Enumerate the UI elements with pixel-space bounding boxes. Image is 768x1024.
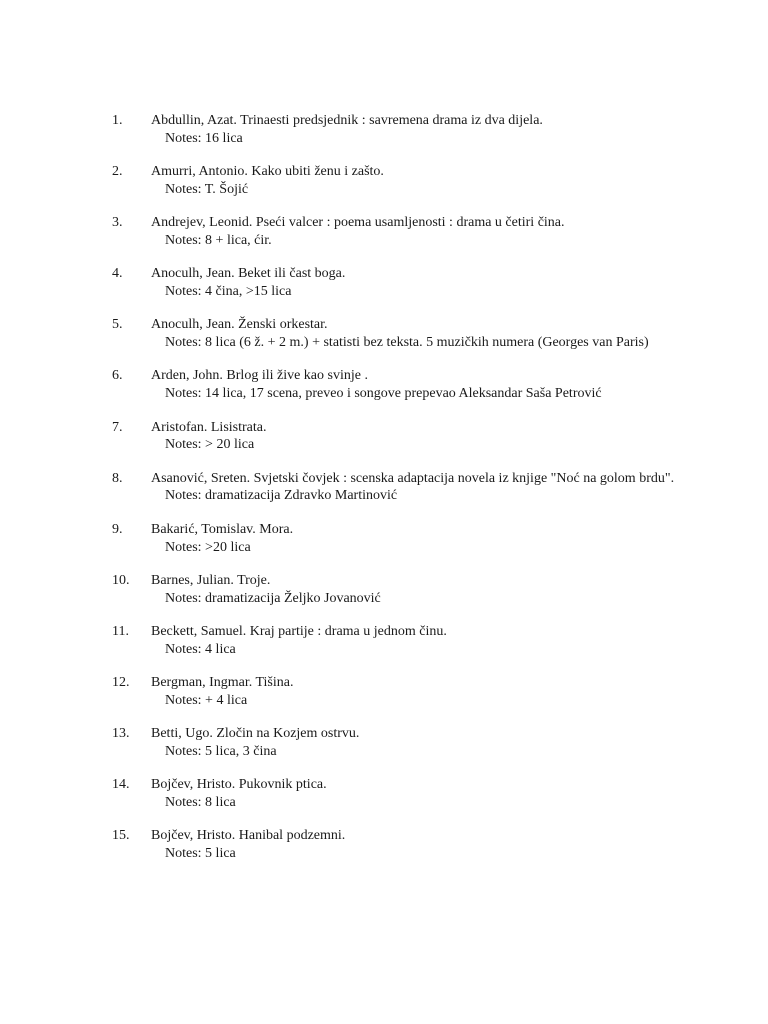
entry-number: 7. bbox=[112, 419, 123, 435]
list-item bbox=[112, 572, 682, 608]
entry-number: 12. bbox=[112, 675, 130, 691]
entry-title: Aristofan. Lisistrata. bbox=[151, 419, 267, 435]
list-item bbox=[112, 674, 682, 710]
list-item bbox=[112, 470, 682, 506]
entry-notes: Notes: dramatizacija Željko Jovanović bbox=[165, 590, 381, 606]
list-item bbox=[112, 163, 682, 199]
entry-notes: Notes: >20 lica bbox=[165, 539, 251, 555]
list-item bbox=[112, 214, 682, 250]
entry-number: 15. bbox=[112, 828, 130, 844]
entry-title: Bergman, Ingmar. Tišina. bbox=[151, 675, 294, 691]
entry-notes: Notes: 5 lica, 3 čina bbox=[165, 743, 277, 759]
entry-title: Barnes, Julian. Troje. bbox=[151, 572, 271, 588]
entry-notes: Notes: 8 lica bbox=[165, 795, 236, 811]
entry-title: Betti, Ugo. Zločin na Kozjem ostrvu. bbox=[151, 726, 360, 742]
list-item bbox=[112, 419, 682, 455]
entry-notes: Notes: + 4 lica bbox=[165, 692, 248, 708]
entry-number: 9. bbox=[112, 521, 123, 537]
entry-number: 2. bbox=[112, 164, 123, 180]
list-item bbox=[112, 776, 682, 812]
list-item bbox=[112, 367, 682, 403]
entry-notes: Notes: dramatizacija Zdravko Martinović bbox=[165, 488, 398, 504]
entry-title: Arden, John. Brlog ili žive kao svinje . bbox=[151, 368, 368, 384]
entry-notes: Notes: 8 lica (6 ž. + 2 m.) + statisti bez teksta. 5 muzičkih numera (Georges van Paris) bbox=[165, 335, 649, 351]
bibliography-list bbox=[112, 112, 682, 878]
entry-number: 5. bbox=[112, 317, 123, 333]
entry-title: Bojčev, Hristo. Hanibal podzemni. bbox=[151, 828, 346, 844]
entry-title: Amurri, Antonio. Kako ubiti ženu i zašto. bbox=[151, 164, 384, 180]
entry-title: Abdullin, Azat. Trinaesti predsjednik : savremena drama iz dva dijela. bbox=[151, 113, 543, 128]
entry-number: 3. bbox=[112, 215, 123, 231]
entry-title: Anoculh, Jean. Ženski orkestar. bbox=[151, 317, 328, 333]
entry-number: 6. bbox=[112, 368, 123, 384]
entry-notes: Notes: 4 lica bbox=[165, 641, 236, 657]
entry-title: Bojčev, Hristo. Pukovnik ptica. bbox=[151, 777, 327, 793]
entry-notes: Notes: 14 lica, 17 scena, preveo i songove prepevao Aleksandar Saša Petrović bbox=[165, 386, 602, 402]
entry-title: Bakarić, Tomislav. Mora. bbox=[151, 521, 294, 537]
entry-notes: Notes: 16 lica bbox=[165, 130, 243, 146]
entry-notes: Notes: 5 lica bbox=[165, 846, 236, 862]
entry-number: 14. bbox=[112, 777, 130, 793]
entry-number: 11. bbox=[112, 623, 129, 639]
entry-number: 4. bbox=[112, 266, 123, 282]
list-item bbox=[112, 521, 682, 557]
entry-title: Beckett, Samuel. Kraj partije : drama u jednom činu. bbox=[151, 623, 447, 639]
entry-number: 1. bbox=[112, 113, 123, 128]
entry-notes: Notes: 4 čina, >15 lica bbox=[165, 284, 292, 300]
entry-title: Asanović, Sreten. Svjetski čovjek : scenska adaptacija novela iz knjige "Noć na golom brdu". bbox=[151, 470, 675, 486]
list-item bbox=[112, 265, 682, 301]
list-item bbox=[112, 623, 682, 659]
entry-number: 10. bbox=[112, 572, 130, 588]
list-item bbox=[112, 725, 682, 761]
entry-number: 13. bbox=[112, 726, 130, 742]
list-item bbox=[112, 827, 682, 863]
entry-number: 8. bbox=[112, 470, 123, 486]
entry-title: Andrejev, Leonid. Pseći valcer : poema usamljenosti : drama u četiri čina. bbox=[151, 215, 565, 231]
entry-notes: Notes: 8 + lica, ćir. bbox=[165, 232, 272, 248]
entry-notes: Notes: T. Šojić bbox=[165, 181, 249, 197]
entry-notes: Notes: > 20 lica bbox=[165, 437, 255, 453]
entry-title: Anoculh, Jean. Beket ili čast boga. bbox=[151, 266, 346, 282]
list-item bbox=[112, 112, 682, 148]
list-item bbox=[112, 316, 682, 352]
